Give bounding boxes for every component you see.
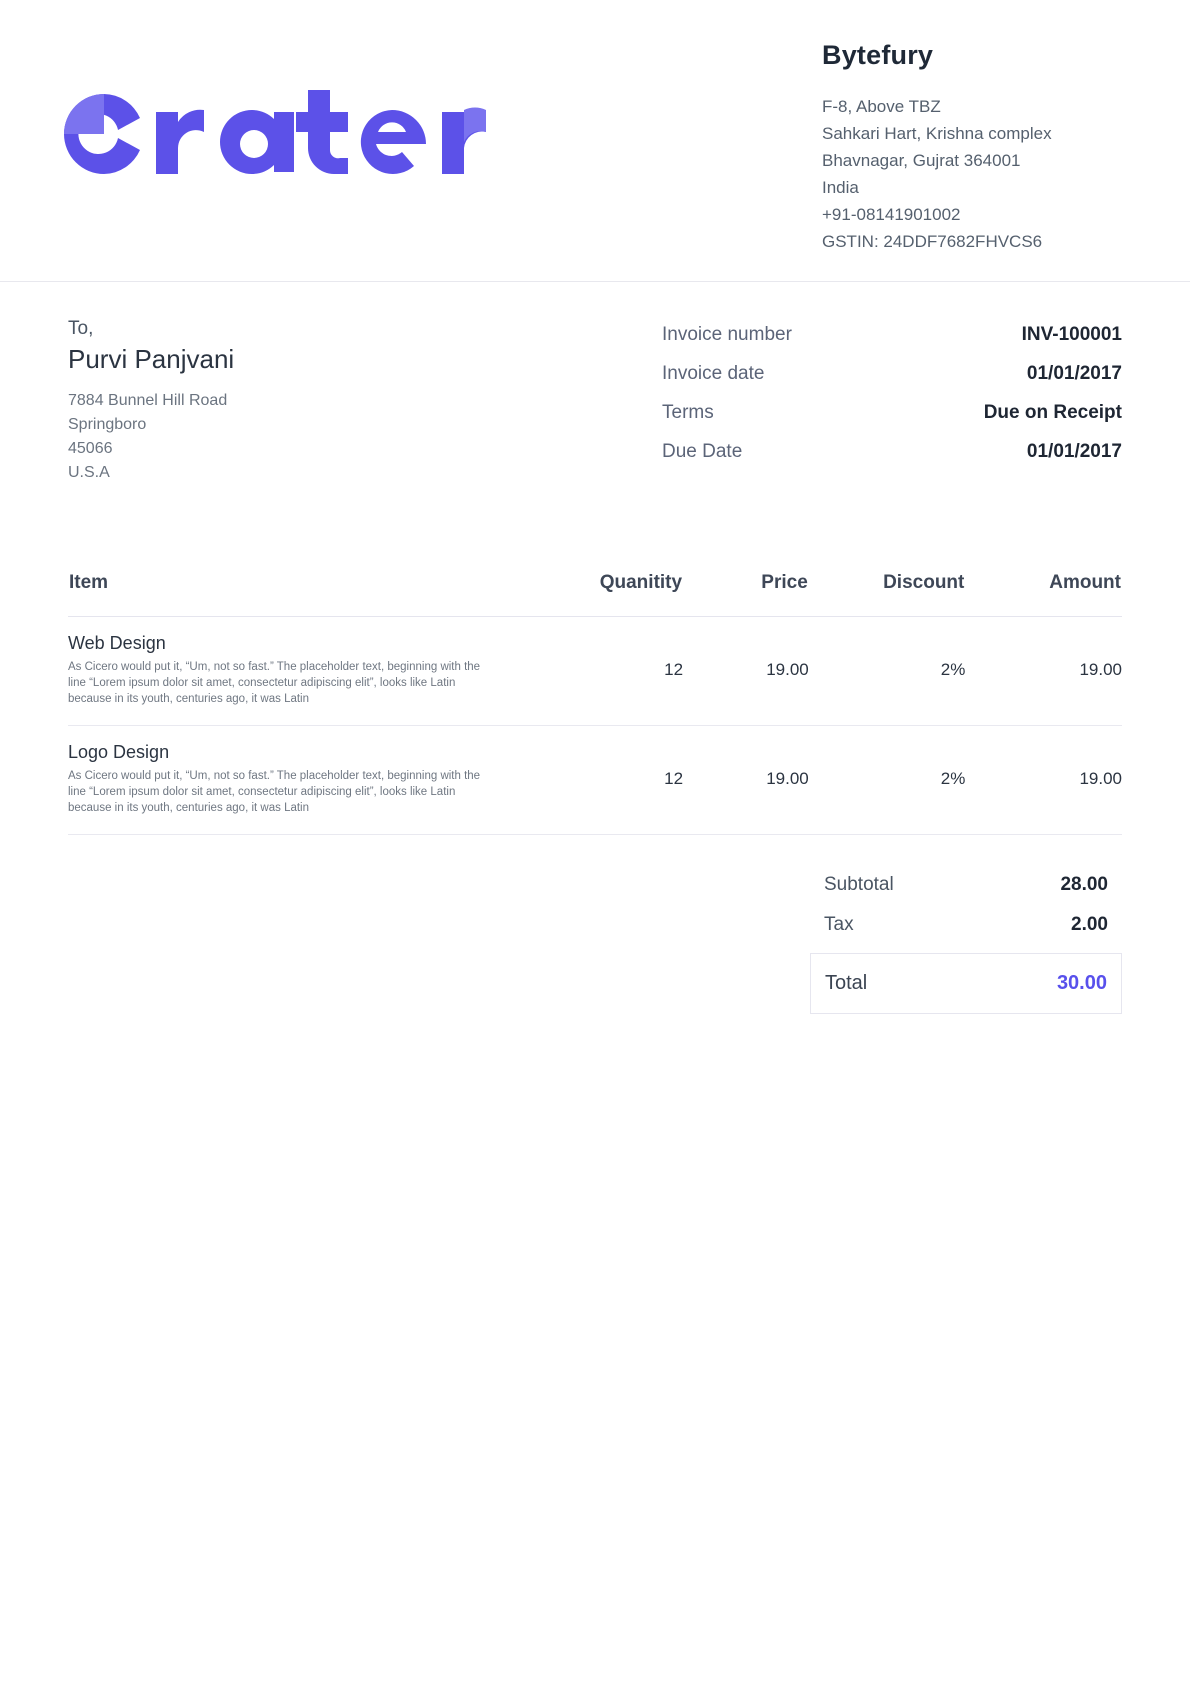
cell-item [68, 726, 542, 835]
total-label: Total [825, 972, 868, 994]
totals-row-tax [810, 905, 1122, 945]
meta-value: INV-100001 [1021, 324, 1122, 345]
bill-to-block [68, 318, 588, 485]
company-name: Bytefury [822, 40, 934, 70]
tax-value: 2.00 [1071, 914, 1108, 935]
subtotal-label: Subtotal [824, 874, 894, 895]
to-label: To, [68, 318, 94, 339]
company-address-line: F-8, Above TBZ [822, 97, 941, 116]
invoice-header [0, 0, 1190, 282]
client-address-line: Springboro [68, 416, 147, 433]
client-address-line: 45066 [68, 440, 113, 457]
client-address-line: 7884 Bunnel Hill Road [68, 392, 228, 409]
cell-quantity: 12 [542, 617, 683, 726]
subtotal-value: 28.00 [1060, 874, 1108, 895]
company-gstin: GSTIN: 24DDF7682FHVCS6 [822, 232, 1043, 251]
meta-label: Invoice date [662, 363, 765, 384]
crater-logo [56, 86, 486, 182]
cell-item [68, 617, 542, 726]
totals-row-total [810, 953, 1122, 1014]
company-address-line: India [822, 178, 859, 197]
column-header-discount: Discount [809, 571, 966, 617]
item-name: Web Design [68, 633, 166, 653]
meta-label: Terms [662, 402, 714, 423]
item-name: Logo Design [68, 742, 170, 762]
meta-row-invoice-date [662, 363, 1122, 385]
meta-label: Due Date [662, 441, 743, 462]
meta-row-terms [662, 402, 1122, 424]
crater-logo-icon [56, 86, 486, 182]
table-header-row [68, 571, 1122, 617]
invoice-meta-list [662, 318, 1122, 485]
company-address [822, 93, 1122, 255]
table-row [68, 617, 1122, 726]
meta-value: Due on Receipt [983, 402, 1122, 423]
column-header-amount: Amount [965, 571, 1122, 617]
cell-discount: 2% [809, 617, 966, 726]
tax-label: Tax [824, 914, 854, 935]
meta-label: Invoice number [662, 324, 792, 345]
line-items-table [68, 571, 1122, 835]
table-row [68, 726, 1122, 835]
column-header-item: Item [68, 571, 542, 617]
totals-row-subtotal [810, 865, 1122, 905]
client-address-line: U.S.A [68, 464, 110, 481]
line-items-section [68, 571, 1122, 835]
company-address-line: Bhavnagar, Gujrat 364001 [822, 151, 1021, 170]
company-phone: +91-08141901002 [822, 205, 961, 224]
meta-row-due-date [662, 441, 1122, 463]
meta-value: 01/01/2017 [1026, 363, 1122, 384]
total-value: 30.00 [1056, 972, 1107, 994]
meta-row-invoice-number [662, 324, 1122, 346]
meta-value: 01/01/2017 [1026, 441, 1122, 462]
table-body [68, 617, 1122, 835]
cell-discount: 2% [809, 726, 966, 835]
column-header-price: Price [683, 571, 809, 617]
cell-amount: 19.00 [965, 726, 1122, 835]
company-details [822, 28, 1122, 255]
item-description: As Cicero would put it, “Um, not so fast.” The placeholder text, beginning with the line “Lorem ipsum dolor sit amet, consectetur adipiscing elit”, looks like Latin because in its youth, centuries ago, it was Latin [68, 770, 481, 814]
totals-section [68, 865, 1122, 1014]
client-name: Purvi Panjvani [68, 344, 235, 374]
table-head [68, 571, 1122, 617]
cell-amount: 19.00 [965, 617, 1122, 726]
company-address-line: Sahkari Hart, Krishna complex [822, 124, 1052, 143]
cell-price: 19.00 [683, 617, 809, 726]
cell-price: 19.00 [683, 726, 809, 835]
cell-quantity: 12 [542, 726, 683, 835]
column-header-quantity: Quanitity [542, 571, 683, 617]
invoice-meta-section [0, 282, 1190, 485]
item-description: As Cicero would put it, “Um, not so fast.” The placeholder text, beginning with the line “Lorem ipsum dolor sit amet, consectetur adipiscing elit”, looks like Latin because in its youth, centuries ago, it was Latin [68, 661, 481, 705]
